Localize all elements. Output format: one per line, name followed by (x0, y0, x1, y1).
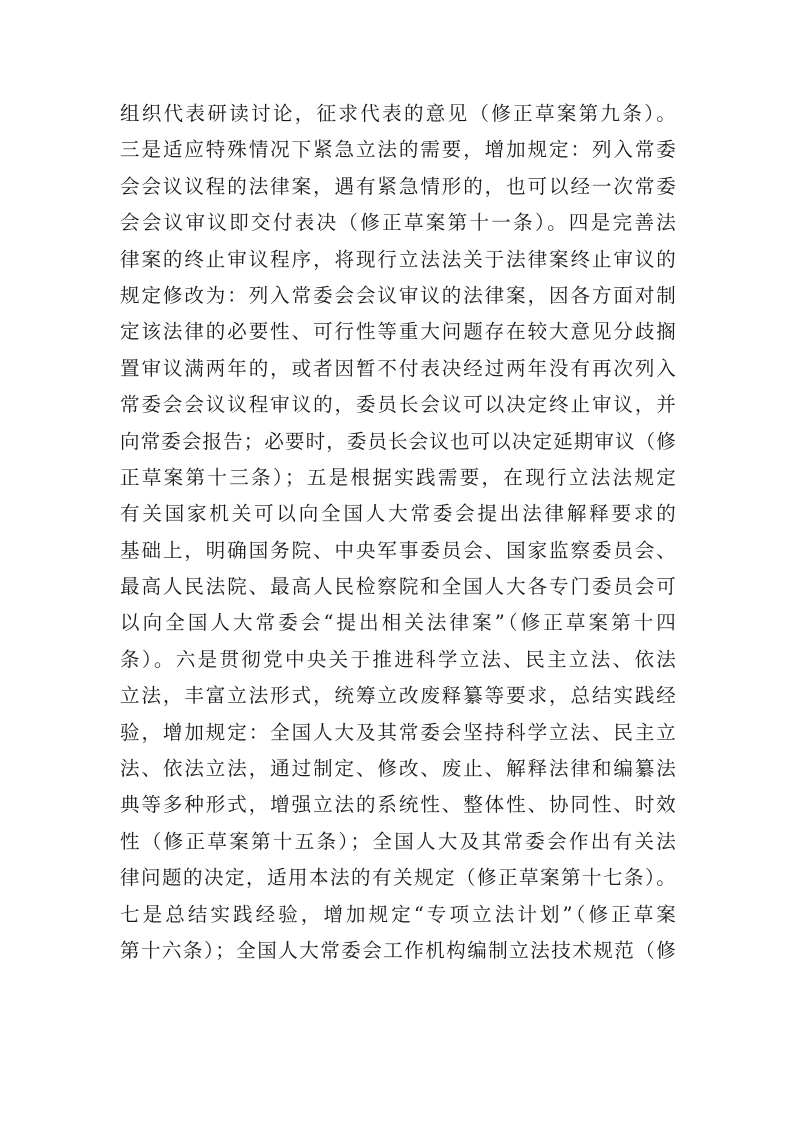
text-line: 条）。六是贯彻党中央关于推进科学立法、民主立法、依法 (120, 647, 676, 671)
text-line: 立法，丰富立法形式，统筹立改废释纂等要求，总结实践经 (120, 684, 676, 708)
text-line: 会会议审议即交付表决（修正草案第十一条）。四是完善法 (120, 211, 676, 235)
body-text (120, 96, 676, 969)
text-line: 最高人民法院、最高人民检察院和全国人大各专门委员会可 (120, 575, 676, 599)
text-line: 以向全国人大常委会“提出相关法律案”（修正草案第十四 (120, 611, 676, 635)
text-line: 第十六条）；全国人大常委会工作机构编制立法技术规范（修 (120, 938, 676, 962)
text-line: 验，增加规定：全国人大及其常委会坚持科学立法、民主立 (120, 720, 676, 744)
text-line: 性（修正草案第十五条）；全国人大及其常委会作出有关法 (120, 829, 676, 853)
text-line: 规定修改为：列入常委会会议审议的法律案，因各方面对制 (120, 283, 676, 307)
text-line: 有关国家机关可以向全国人大常委会提出法律解释要求的 (120, 502, 676, 526)
text-line: 向常委会报告；必要时，委员长会议也可以决定延期审议（修 (120, 429, 676, 453)
text-line: 置审议满两年的，或者因暂不付表决经过两年没有再次列入 (120, 356, 676, 380)
text-line: 典等多种形式，增强立法的系统性、整体性、协同性、时效 (120, 793, 676, 817)
text-line: 会会议议程的法律案，遇有紧急情形的，也可以经一次常委 (120, 174, 676, 198)
text-line: 正草案第十三条）；五是根据实践需要，在现行立法法规定 (120, 465, 676, 489)
text-line: 常委会会议议程审议的，委员长会议可以决定终止审议，并 (120, 393, 676, 417)
text-line: 律问题的决定，适用本法的有关规定（修正草案第十七条）。 (120, 866, 676, 890)
text-line: 律案的终止审议程序，将现行立法法关于法律案终止审议的 (120, 247, 676, 271)
text-line: 定该法律的必要性、可行性等重大问题存在较大意见分歧搁 (120, 320, 676, 344)
text-line: 组织代表研读讨论，征求代表的意见（修正草案第九条）。 (120, 102, 676, 125)
text-line: 三是适应特殊情况下紧急立法的需要，增加规定：列入常委 (120, 138, 676, 162)
text-line: 七是总结实践经验，增加规定“专项立法计划”（修正草案 (120, 902, 676, 926)
text-line: 基础上，明确国务院、中央军事委员会、国家监察委员会、 (120, 538, 676, 562)
text-line: 法、依法立法，通过制定、修改、废止、解释法律和编纂法 (120, 757, 676, 781)
